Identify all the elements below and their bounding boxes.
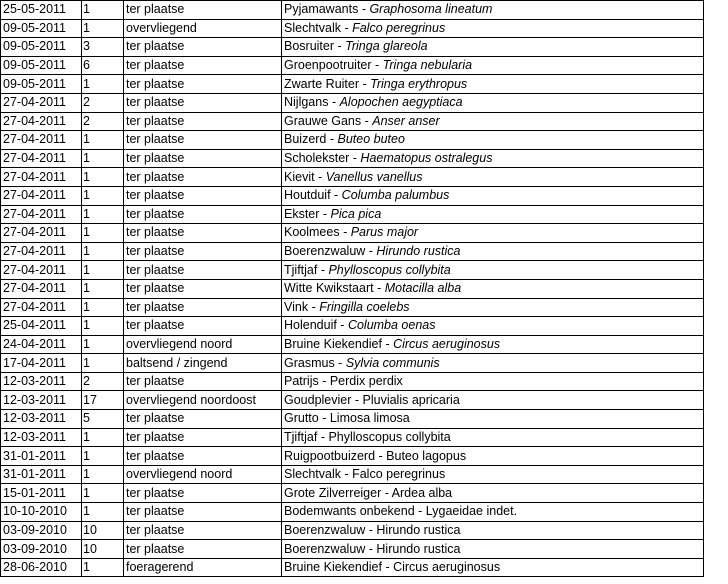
count-cell: 6: [82, 56, 124, 75]
date-cell: 27-04-2011: [1, 279, 82, 298]
date-cell: 25-04-2011: [1, 317, 82, 336]
scientific-name: Tringa erythropus: [370, 76, 468, 91]
table-row: [1, 558, 704, 577]
table-row: [1, 335, 704, 354]
name-separator: -: [317, 429, 329, 444]
count-cell: 1: [82, 428, 124, 447]
count-cell: 10: [82, 540, 124, 559]
name-separator: -: [349, 151, 361, 166]
scientific-name: Phylloscopus collybita: [328, 429, 451, 444]
name-separator: -: [314, 169, 326, 184]
common-name: Boerenzwaluw: [284, 522, 366, 537]
table-row: [1, 298, 704, 317]
scientific-name: Parus major: [350, 225, 419, 240]
count-cell: 3: [82, 38, 124, 57]
count-cell: 1: [82, 447, 124, 466]
scientific-name: Pica pica: [330, 206, 382, 221]
scientific-name: Anser anser: [372, 113, 440, 128]
common-name: Slechtvalk: [284, 20, 341, 35]
behaviour-cell: ter plaatse: [124, 56, 282, 75]
count-cell: 1: [82, 242, 124, 261]
date-cell: 09-05-2011: [1, 56, 82, 75]
behaviour-cell: ter plaatse: [124, 149, 282, 168]
behaviour-cell: ter plaatse: [124, 224, 282, 243]
scientific-name: Tringa glareola: [345, 39, 428, 54]
scientific-name: Motacilla alba: [384, 281, 462, 296]
table-row: [1, 521, 704, 540]
count-cell: 1: [82, 131, 124, 150]
table-row: [1, 465, 704, 484]
name-separator: -: [371, 58, 383, 73]
behaviour-cell: ter plaatse: [124, 261, 282, 280]
species-cell: [282, 261, 704, 280]
count-cell: 1: [82, 279, 124, 298]
name-separator: -: [334, 39, 346, 54]
common-name: Kievit: [284, 169, 315, 184]
table-row: [1, 56, 704, 75]
scientific-name: Buteo lagopus: [386, 448, 467, 463]
species-cell: [282, 428, 704, 447]
table-row: [1, 224, 704, 243]
count-cell: 1: [82, 558, 124, 577]
name-separator: -: [340, 20, 353, 35]
count-cell: 1: [82, 261, 124, 280]
name-separator: -: [317, 262, 329, 277]
species-cell: [282, 298, 704, 317]
date-cell: 27-04-2011: [1, 131, 82, 150]
count-cell: 1: [82, 484, 124, 503]
name-separator: -: [318, 374, 330, 389]
behaviour-cell: ter plaatse: [124, 242, 282, 261]
count-cell: 1: [82, 224, 124, 243]
count-cell: 1: [82, 186, 124, 205]
species-cell: [282, 279, 704, 298]
species-cell: [282, 242, 704, 261]
behaviour-cell: ter plaatse: [124, 540, 282, 559]
name-separator: -: [326, 132, 338, 147]
name-separator: -: [373, 281, 385, 296]
date-cell: 27-04-2011: [1, 149, 82, 168]
scientific-name: Haematopus ostralegus: [360, 151, 493, 166]
species-cell: [282, 112, 704, 131]
count-cell: 1: [82, 205, 124, 224]
date-cell: 12-03-2011: [1, 372, 82, 391]
behaviour-cell: ter plaatse: [124, 410, 282, 429]
species-cell: [282, 465, 704, 484]
scientific-name: Perdix perdix: [329, 374, 403, 389]
scientific-name: Hirundo rustica: [376, 244, 461, 259]
species-cell: [282, 391, 704, 410]
behaviour-cell: overvliegend noord: [124, 335, 282, 354]
name-separator: -: [365, 522, 377, 537]
table-row: [1, 354, 704, 373]
scientific-name: Columba palumbus: [341, 188, 450, 203]
date-cell: 27-04-2011: [1, 261, 82, 280]
count-cell: 1: [82, 335, 124, 354]
name-separator: -: [365, 244, 377, 259]
table-row: [1, 372, 704, 391]
count-cell: 1: [82, 503, 124, 522]
count-cell: 17: [82, 391, 124, 410]
name-separator: -: [375, 448, 387, 463]
name-separator: -: [361, 113, 373, 128]
table-row: [1, 112, 704, 131]
scientific-name: Falco peregrinus: [352, 467, 446, 482]
date-cell: 27-04-2011: [1, 112, 82, 131]
behaviour-cell: ter plaatse: [124, 93, 282, 112]
common-name: Slechtvalk: [284, 467, 341, 482]
common-name: Grote Zilverreiger: [284, 485, 382, 500]
name-separator: -: [330, 188, 342, 203]
species-cell: [282, 75, 704, 94]
behaviour-cell: overvliegend noordoost: [124, 391, 282, 410]
common-name: Grutto: [284, 411, 319, 426]
table-row: [1, 540, 704, 559]
table-row: [1, 391, 704, 410]
count-cell: 10: [82, 521, 124, 540]
table-row: [1, 168, 704, 187]
species-cell: [282, 149, 704, 168]
name-separator: -: [308, 299, 320, 314]
table-row: [1, 242, 704, 261]
name-separator: -: [358, 2, 370, 17]
date-cell: 27-04-2011: [1, 224, 82, 243]
count-cell: 1: [82, 465, 124, 484]
species-cell: [282, 93, 704, 112]
table-row: [1, 279, 704, 298]
species-cell: [282, 19, 704, 38]
name-separator: -: [328, 95, 340, 110]
common-name: Tjiftjaf: [284, 429, 318, 444]
scientific-name: Tringa nebularia: [382, 58, 473, 73]
scientific-name: Buteo buteo: [337, 132, 405, 147]
table-row: [1, 131, 704, 150]
behaviour-cell: foeragerend: [124, 558, 282, 577]
table-row: [1, 186, 704, 205]
count-cell: 5: [82, 410, 124, 429]
behaviour-cell: ter plaatse: [124, 205, 282, 224]
table-row: [1, 38, 704, 57]
name-separator: -: [318, 411, 330, 426]
count-cell: 1: [82, 168, 124, 187]
name-separator: -: [365, 541, 377, 556]
table-row: [1, 19, 704, 38]
common-name: Holenduif: [284, 318, 337, 333]
name-separator: -: [414, 504, 426, 519]
species-cell: [282, 558, 704, 577]
species-cell: [282, 131, 704, 150]
species-cell: [282, 1, 704, 20]
common-name: Pyjamawants: [284, 2, 359, 17]
behaviour-cell: ter plaatse: [124, 38, 282, 57]
behaviour-cell: ter plaatse: [124, 484, 282, 503]
behaviour-cell: ter plaatse: [124, 1, 282, 20]
date-cell: 31-01-2011: [1, 465, 82, 484]
scientific-name: Circus aeruginosus: [393, 560, 501, 575]
table-row: [1, 503, 704, 522]
table-row: [1, 447, 704, 466]
count-cell: 1: [82, 317, 124, 336]
common-name: Houtduif: [284, 188, 331, 203]
name-separator: -: [381, 485, 392, 500]
date-cell: 27-04-2011: [1, 205, 82, 224]
date-cell: 09-05-2011: [1, 75, 82, 94]
common-name: Koolmees: [284, 225, 340, 240]
scientific-name: Fringilla coelebs: [319, 299, 410, 314]
common-name: Buizerd: [284, 132, 327, 147]
date-cell: 17-04-2011: [1, 354, 82, 373]
common-name: Groenpootruiter: [284, 58, 372, 73]
scientific-name: Hirundo rustica: [376, 541, 461, 556]
common-name: Nijlgans: [284, 95, 329, 110]
scientific-name: Alopochen aegyptiaca: [339, 95, 463, 110]
scientific-name: Hirundo rustica: [376, 522, 461, 537]
scientific-name: Graphosoma lineatum: [369, 2, 493, 17]
date-cell: 24-04-2011: [1, 335, 82, 354]
name-separator: -: [336, 318, 348, 333]
species-cell: [282, 205, 704, 224]
species-cell: [282, 224, 704, 243]
count-cell: 2: [82, 93, 124, 112]
species-cell: [282, 410, 704, 429]
date-cell: 27-04-2011: [1, 168, 82, 187]
behaviour-cell: ter plaatse: [124, 447, 282, 466]
date-cell: 03-09-2010: [1, 521, 82, 540]
behaviour-cell: ter plaatse: [124, 428, 282, 447]
common-name: Scholekster: [284, 151, 350, 166]
species-cell: [282, 186, 704, 205]
common-name: Tjiftjaf: [284, 262, 318, 277]
date-cell: 12-03-2011: [1, 428, 82, 447]
behaviour-cell: ter plaatse: [124, 112, 282, 131]
species-cell: [282, 168, 704, 187]
table-row: [1, 261, 704, 280]
name-separator: -: [381, 336, 394, 351]
date-cell: 09-05-2011: [1, 19, 82, 38]
common-name: Witte Kwikstaart: [284, 281, 374, 296]
species-cell: [282, 540, 704, 559]
date-cell: 12-03-2011: [1, 391, 82, 410]
date-cell: 27-04-2011: [1, 186, 82, 205]
common-name: Grasmus: [284, 355, 335, 370]
scientific-name: Limosa limosa: [329, 411, 410, 426]
common-name: Boerenzwaluw: [284, 244, 366, 259]
date-cell: 27-04-2011: [1, 93, 82, 112]
common-name: Ruigpootbuizerd: [284, 448, 376, 463]
date-cell: 25-05-2011: [1, 1, 82, 20]
species-cell: [282, 38, 704, 57]
species-cell: [282, 521, 704, 540]
scientific-name: Lygaeidae indet.: [425, 504, 518, 519]
behaviour-cell: overvliegend: [124, 19, 282, 38]
common-name: Bosruiter: [284, 39, 335, 54]
count-cell: 1: [82, 1, 124, 20]
count-cell: 1: [82, 354, 124, 373]
scientific-name: Circus aeruginosus: [393, 336, 501, 351]
count-cell: 1: [82, 298, 124, 317]
scientific-name: Sylvia communis: [345, 355, 440, 370]
name-separator: -: [334, 355, 346, 370]
behaviour-cell: ter plaatse: [124, 298, 282, 317]
species-cell: [282, 317, 704, 336]
common-name: Bruine Kiekendief: [284, 336, 382, 351]
date-cell: 15-01-2011: [1, 484, 82, 503]
table-row: [1, 149, 704, 168]
table-row: [1, 93, 704, 112]
behaviour-cell: ter plaatse: [124, 317, 282, 336]
count-cell: 1: [82, 149, 124, 168]
count-cell: 1: [82, 75, 124, 94]
name-separator: -: [319, 206, 331, 221]
table-row: [1, 205, 704, 224]
species-cell: [282, 372, 704, 391]
scientific-name: Ardea alba: [391, 485, 453, 500]
name-separator: -: [340, 467, 353, 482]
species-cell: [282, 447, 704, 466]
species-cell: [282, 503, 704, 522]
species-cell: [282, 354, 704, 373]
table-row: [1, 75, 704, 94]
date-cell: 12-03-2011: [1, 410, 82, 429]
behaviour-cell: baltsend / zingend: [124, 354, 282, 373]
common-name: Bodemwants onbekend: [284, 504, 415, 519]
scientific-name: Pluvialis apricaria: [362, 392, 460, 407]
common-name: Boerenzwaluw: [284, 541, 366, 556]
behaviour-cell: ter plaatse: [124, 503, 282, 522]
date-cell: 27-04-2011: [1, 298, 82, 317]
table-row: [1, 1, 704, 20]
species-cell: [282, 335, 704, 354]
name-separator: -: [381, 560, 394, 575]
table-row: [1, 484, 704, 503]
table-row: [1, 317, 704, 336]
date-cell: 03-09-2010: [1, 540, 82, 559]
name-separator: -: [339, 225, 351, 240]
date-cell: 28-06-2010: [1, 558, 82, 577]
common-name: Goudplevier: [284, 392, 352, 407]
behaviour-cell: overvliegend noord: [124, 465, 282, 484]
behaviour-cell: ter plaatse: [124, 521, 282, 540]
table-row: [1, 428, 704, 447]
count-cell: 2: [82, 112, 124, 131]
common-name: Grauwe Gans: [284, 113, 362, 128]
name-separator: -: [359, 76, 371, 91]
observations-table-body: [1, 1, 704, 577]
behaviour-cell: ter plaatse: [124, 168, 282, 187]
scientific-name: Vanellus vanellus: [325, 169, 423, 184]
common-name: Vink: [284, 299, 309, 314]
behaviour-cell: ter plaatse: [124, 186, 282, 205]
date-cell: 31-01-2011: [1, 447, 82, 466]
behaviour-cell: ter plaatse: [124, 131, 282, 150]
date-cell: 27-04-2011: [1, 242, 82, 261]
common-name: Bruine Kiekendief: [284, 560, 382, 575]
species-cell: [282, 56, 704, 75]
species-cell: [282, 484, 704, 503]
count-cell: 2: [82, 372, 124, 391]
date-cell: 09-05-2011: [1, 38, 82, 57]
common-name: Ekster: [284, 206, 320, 221]
count-cell: 1: [82, 19, 124, 38]
behaviour-cell: ter plaatse: [124, 372, 282, 391]
date-cell: 10-10-2010: [1, 503, 82, 522]
behaviour-cell: ter plaatse: [124, 279, 282, 298]
name-separator: -: [351, 392, 363, 407]
common-name: Patrijs: [284, 374, 319, 389]
table-row: [1, 410, 704, 429]
common-name: Zwarte Ruiter: [284, 76, 360, 91]
behaviour-cell: ter plaatse: [124, 75, 282, 94]
scientific-name: Phylloscopus collybita: [328, 262, 451, 277]
scientific-name: Falco peregrinus: [352, 20, 446, 35]
scientific-name: Columba oenas: [347, 318, 436, 333]
